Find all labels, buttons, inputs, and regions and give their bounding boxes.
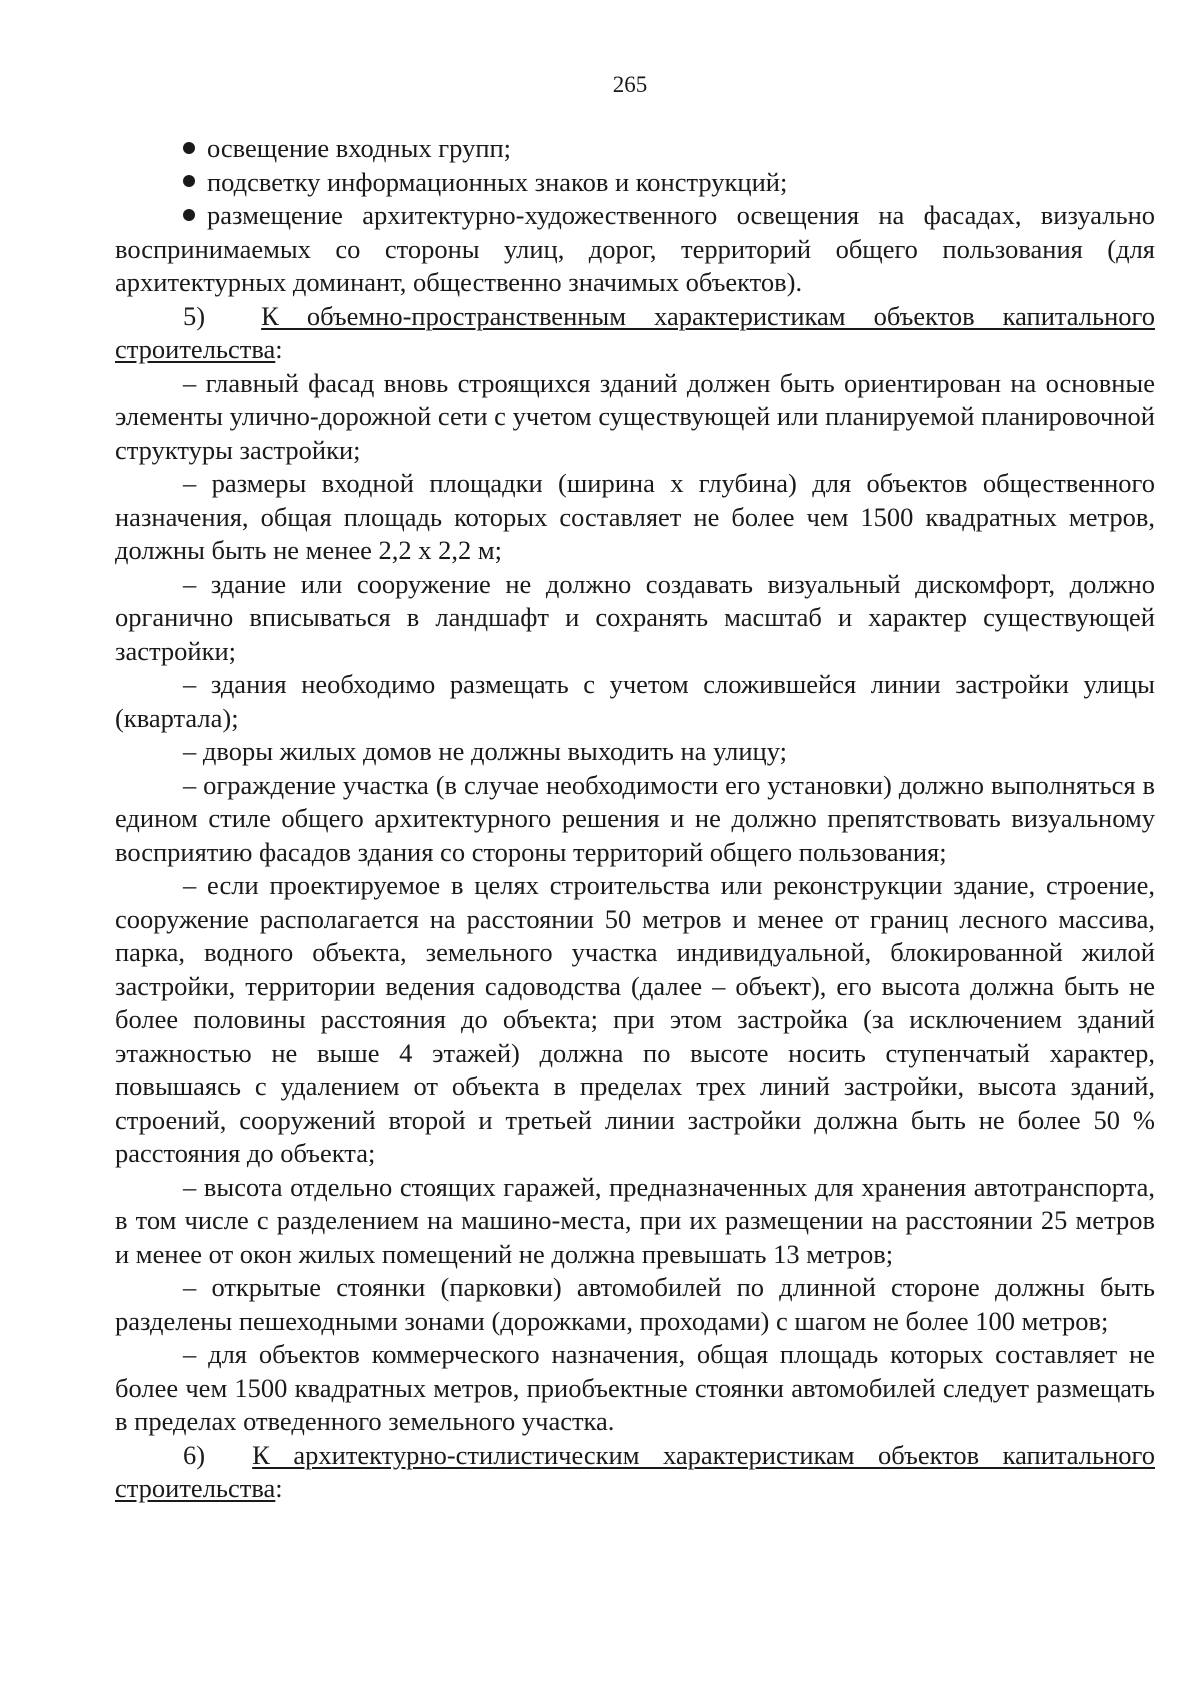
- list-item: – здание или сооружение не должно создавать визуальный дискомфорт, должно органично вписываться в ландшафт и сохранять масштаб и характер существующей застройки;: [115, 568, 1155, 666]
- page-number: 265: [612, 72, 648, 97]
- bullet-icon: [183, 142, 195, 154]
- list-item: – высота отдельно стоящих гаражей, предназначенных для хранения автотранспорта, в том числе с разделением на машино-места, при их размещении на расстоянии 25 метров и менее от окон жилых помещений не должна превышать 13 метров;: [115, 1171, 1155, 1269]
- bullet-item: [115, 199, 1155, 300]
- bullet-text: освещение входных групп;: [207, 133, 512, 163]
- list-item: – если проектируемое в целях строительства или реконструкции здание, строение, сооружение располагается на расстоянии 50 метров и менее от границ лесного массива, парка, водного объекта, земельного участка индивидуальной, блокированной жилой застройки, территории ведения садоводства (далее – объект), его высота должна быть не более половины расстояния до объекта; при этом застройка (за исключением зданий этажностью не выше 4 этажей) должна по высоте носить ступенчатый характер, повышаясь с удалением от объекта в пределах трех линий застройки, высота зданий, строений, сооружений второй и третьей линии застройки должна быть не более 50 % расстояния до объекта;: [115, 870, 1155, 1168]
- section-title: К объемно-пространственным характеристикам объектов капитального строительства: [115, 300, 1156, 364]
- section-heading: [115, 1439, 1155, 1506]
- section-number: 5): [183, 300, 206, 331]
- list-item: – размеры входной площадки (ширина х глубина) для объектов общественного назначения, общая площадь которых составляет не более чем 1500 квадратных метров, должны быть не менее 2,2 х 2,2 м;: [115, 468, 1155, 565]
- section-title: К архитектурно-стилистическим характеристикам объектов капитального строительства: [115, 1439, 1155, 1503]
- bullet-text: подсветку информационных знаков и конструкций;: [207, 166, 788, 197]
- bullet-text: размещение архитектурно-художественного освещения на фасадах, визуально воспринимаемых со стороны улиц, дорог, территорий общего пользования (для архитектурных доминант, общественно значимых объектов).: [115, 200, 1155, 297]
- list-item: – для объектов коммерческого назначения, общая площадь которых составляет не более чем 1500 квадратных метров, приобъектные стоянки автомобилей следует размещать в пределах отведенного земельного участка.: [115, 1339, 1155, 1436]
- list-item: – главный фасад вновь строящихся зданий должен быть ориентирован на основные элементы улично-дорожной сети с учетом существующей или планируемой планировочной структуры застройки;: [115, 367, 1155, 465]
- document-body: [115, 132, 1155, 1506]
- list-item: – здания необходимо размещать с учетом сложившейся линии застройки улицы (квартала);: [115, 669, 1155, 733]
- bullet-icon: [183, 175, 195, 187]
- section-number: 6): [183, 1439, 206, 1470]
- list-item: – ограждение участка (в случае необходимости его установки) должно выполняться в едином стиле общего архитектурного решения и не должно препятствовать визуальному восприятию фасадов здания со стороны территорий общего пользования;: [115, 769, 1155, 867]
- list-item: – открытые стоянки (парковки) автомобилей по длинной стороне должны быть разделены пешеходными зонами (дорожками, проходами) с шагом не более 100 метров;: [115, 1272, 1155, 1336]
- bullet-item: [115, 166, 1155, 200]
- bullet-icon: [183, 209, 195, 221]
- section-heading: [115, 300, 1155, 367]
- section-title-tail: :: [275, 334, 283, 364]
- list-item: – дворы жилых домов не должны выходить на улицу;: [183, 736, 788, 766]
- section-title-tail: :: [275, 1473, 283, 1503]
- bullet-item: [115, 132, 1155, 166]
